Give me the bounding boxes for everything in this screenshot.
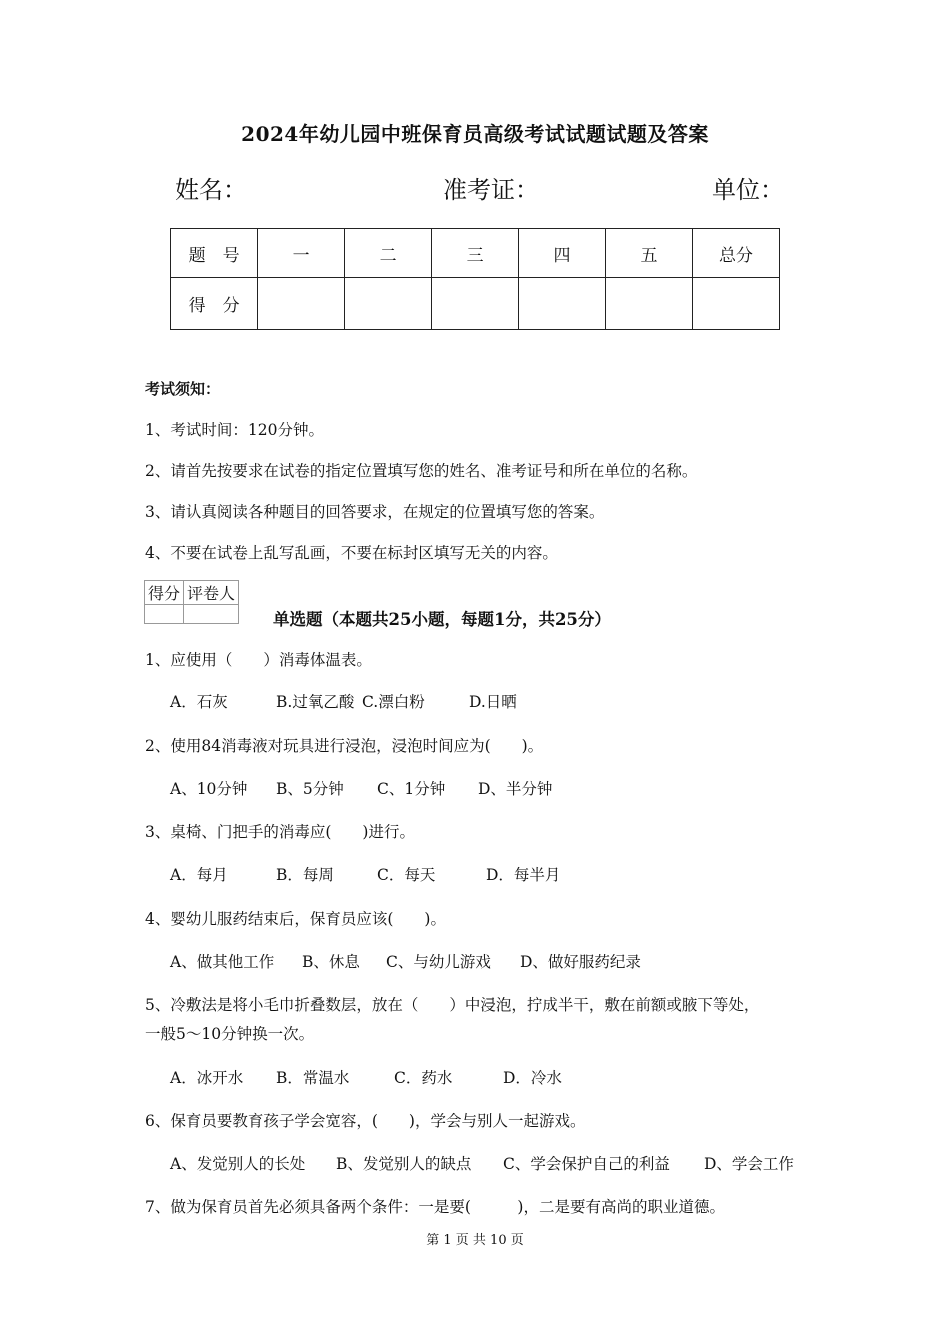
score-cell[interactable] — [692, 278, 779, 330]
score-header-cell: 四 — [519, 229, 606, 278]
option[interactable]: C、1分钟 — [377, 780, 446, 798]
option[interactable]: D、半分钟 — [478, 780, 553, 798]
grader-reviewer-cell[interactable] — [184, 605, 239, 624]
unit-label: 单位： — [712, 176, 784, 204]
page-footer: 第 1 页 共 10 页 — [426, 1233, 524, 1248]
section-title: 单选题（本题共25小题，每题1分，共25分） — [273, 610, 611, 629]
score-cell[interactable] — [606, 278, 693, 330]
score-header-cell: 三 — [432, 229, 519, 278]
option[interactable]: C．每天 — [377, 866, 436, 884]
grader-score-cell[interactable] — [145, 605, 184, 624]
option[interactable]: A．石灰 — [170, 693, 228, 711]
option[interactable]: C、学会保护自己的利益 — [503, 1155, 670, 1173]
score-table-header-row — [171, 229, 780, 278]
score-cell[interactable] — [519, 278, 606, 330]
grader-box — [144, 580, 239, 624]
question-text-continued: 一般5～10分钟换一次。 — [145, 1025, 315, 1043]
option[interactable]: A．每月 — [170, 866, 228, 884]
score-cell[interactable] — [258, 278, 345, 330]
score-header-cell: 一 — [258, 229, 345, 278]
score-cell[interactable] — [345, 278, 432, 330]
option[interactable]: B．常温水 — [276, 1069, 350, 1087]
grader-reviewer-label: 评卷人 — [184, 581, 239, 605]
ticket-number-label: 准考证： — [443, 176, 539, 204]
option[interactable]: C、与幼儿游戏 — [386, 953, 491, 971]
score-row-label: 得 分 — [171, 278, 258, 330]
option[interactable]: B.过氧乙酸 — [276, 693, 355, 711]
question-text: 6、保育员要教育孩子学会宽容，( )，学会与别人一起游戏。 — [145, 1112, 586, 1130]
notice-item: 1、考试时间：120分钟。 — [145, 421, 324, 439]
name-label: 姓名： — [175, 176, 247, 204]
option[interactable]: B、发觉别人的缺点 — [336, 1155, 472, 1173]
question-text: 4、婴幼儿服药结束后，保育员应该( )。 — [145, 910, 446, 928]
score-cell[interactable] — [432, 278, 519, 330]
option[interactable]: A、发觉别人的长处 — [170, 1155, 306, 1173]
notice-item: 3、请认真阅读各种题目的回答要求，在规定的位置填写您的答案。 — [145, 503, 605, 521]
question-text: 2、使用84消毒液对玩具进行浸泡，浸泡时间应为( )。 — [145, 737, 544, 755]
score-table — [170, 228, 780, 330]
score-header-cell: 总分 — [692, 229, 779, 278]
option[interactable]: A、做其他工作 — [170, 953, 275, 971]
option[interactable]: D．冷水 — [503, 1069, 562, 1087]
option[interactable]: A．冰开水 — [170, 1069, 244, 1087]
option[interactable]: D、做好服药纪录 — [520, 953, 641, 971]
notice-title: 考试须知： — [145, 380, 221, 398]
question-text: 5、冷敷法是将小毛巾折叠数层，放在（ ）中浸泡，拧成半干，敷在前额或腋下等处， — [145, 996, 760, 1014]
question-text: 7、做为保育员首先必须具备两个条件：一是要( )，二是要有高尚的职业道德。 — [145, 1198, 725, 1216]
option[interactable]: D.日晒 — [469, 693, 517, 711]
option[interactable]: C．药水 — [394, 1069, 453, 1087]
option[interactable]: D．每半月 — [486, 866, 561, 884]
notice-item: 2、请首先按要求在试卷的指定位置填写您的姓名、准考证号和所在单位的名称。 — [145, 462, 698, 480]
option[interactable]: D、学会工作 — [704, 1155, 794, 1173]
notice-item: 4、不要在试卷上乱写乱画，不要在标封区填写无关的内容。 — [145, 544, 558, 562]
score-table-score-row — [171, 278, 780, 330]
option[interactable]: B、5分钟 — [276, 780, 344, 798]
score-header-cell: 五 — [606, 229, 693, 278]
score-header-cell: 二 — [345, 229, 432, 278]
option[interactable]: A、10分钟 — [170, 780, 248, 798]
question-text: 3、桌椅、门把手的消毒应( )进行。 — [145, 823, 415, 841]
option[interactable]: B．每周 — [276, 866, 334, 884]
option[interactable]: C.漂白粉 — [362, 693, 425, 711]
question-text: 1、应使用（ ）消毒体温表。 — [145, 651, 372, 669]
option[interactable]: B、休息 — [302, 953, 360, 971]
page-title: 2024年幼儿园中班保育员高级考试试题试题及答案 — [241, 122, 709, 146]
grader-score-label: 得分 — [145, 581, 184, 605]
score-header-cell: 题 号 — [171, 229, 258, 278]
